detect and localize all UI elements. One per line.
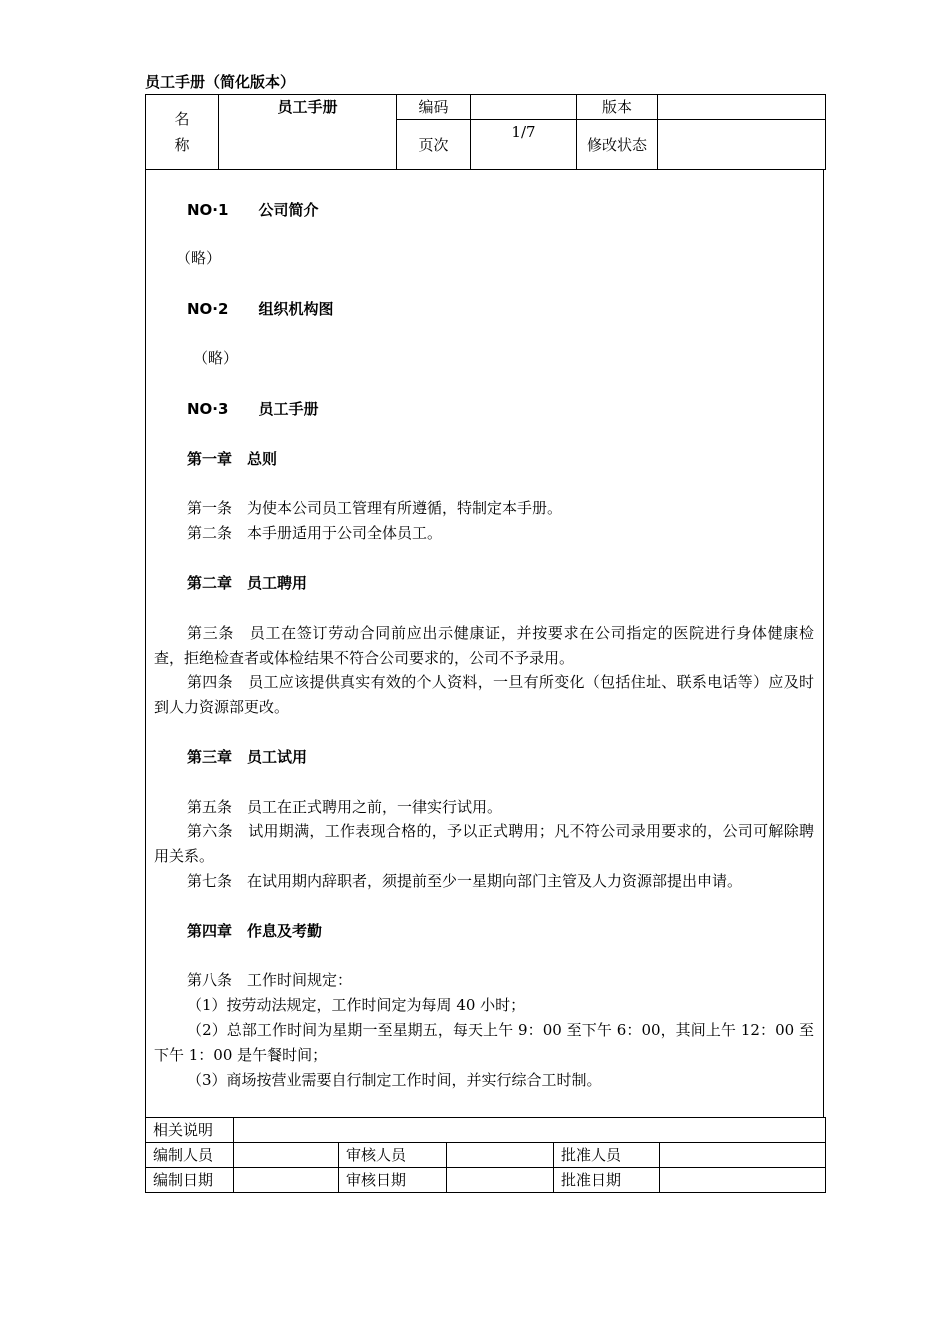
article-8-item-3: （3）商场按营业需要自行制定工作时间，并实行综合工时制。	[187, 1071, 602, 1089]
header-table	[145, 94, 826, 170]
section-handbook: NO·3 员工手册	[187, 400, 319, 418]
notes-value	[234, 1118, 826, 1143]
article-3: 第三条 员工在签订劳动合同前应出示健康证，并按要求在公司指定的医院进行身体健康检查，拒绝检查者或体检结果不符合公司要求的，公司不予录用。	[154, 624, 814, 667]
approved-date-value	[660, 1168, 826, 1193]
page-label: 页次	[397, 120, 471, 170]
section-company-intro: NO·1 公司简介	[187, 201, 319, 219]
article-5: 第五条 员工在正式聘用之前，一律实行试用。	[187, 798, 503, 816]
code-value	[471, 95, 577, 120]
chapter-2-heading: 第二章 员工聘用	[187, 574, 308, 592]
article-4: 第四条 员工应该提供真实有效的个人资料，一旦有所变化（包括住址、联系电话等）应及时到人力资源部更改。	[154, 673, 814, 716]
document-title: 员工手册（简化版本）	[145, 73, 296, 91]
section-org-chart-body: （略）	[193, 349, 239, 367]
version-label: 版本	[577, 95, 658, 120]
code-label: 编码	[397, 95, 471, 120]
prepared-date-value	[234, 1168, 339, 1193]
reviewed-date-label: 审核日期	[339, 1168, 447, 1193]
revision-label: 修改状态	[577, 120, 658, 170]
approved-by-label: 批准人员	[554, 1143, 660, 1168]
article-8: 第八条 工作时间规定：	[187, 971, 353, 989]
chapter-1-heading: 第一章 总则	[187, 450, 278, 468]
section-org-chart: NO·2 组织机构图	[187, 300, 334, 318]
reviewed-by-label: 审核人员	[339, 1143, 447, 1168]
approved-date-label: 批准日期	[554, 1168, 660, 1193]
footer-table	[145, 1117, 826, 1193]
reviewed-by-value	[447, 1143, 554, 1168]
article-8-item-2: （2）总部工作时间为星期一至星期五，每天上午 9：00 至下午 6：00，其间上午 12：00 至下午 1：00 是午餐时间；	[154, 1021, 814, 1064]
article-6: 第六条 试用期满，工作表现合格的，予以正式聘用；凡不符公司录用要求的，公司可解除聘用关系。	[154, 822, 814, 865]
revision-value	[658, 120, 826, 170]
section-company-intro-body: （略）	[176, 249, 222, 267]
article-7: 第七条 在试用期内辞职者，须提前至少一星期向部门主管及人力资源部提出申请。	[187, 872, 743, 890]
prepared-by-value	[234, 1143, 339, 1168]
name-label: 名 称	[146, 95, 219, 170]
article-2: 第二条 本手册适用于公司全体员工。	[187, 524, 443, 542]
article-8-item-1: （1）按劳动法规定，工作时间定为每周 40 小时；	[187, 996, 526, 1014]
name-value: 员工手册	[219, 95, 397, 170]
chapter-4-heading: 第四章 作息及考勤	[187, 922, 323, 940]
approved-by-value	[660, 1143, 826, 1168]
reviewed-date-value	[447, 1168, 554, 1193]
notes-label: 相关说明	[146, 1118, 234, 1143]
chapter-3-heading: 第三章 员工试用	[187, 748, 308, 766]
article-1: 第一条 为使本公司员工管理有所遵循，特制定本手册。	[187, 499, 563, 517]
prepared-date-label: 编制日期	[146, 1168, 234, 1193]
page-value: 1/7	[471, 120, 577, 170]
version-value	[658, 95, 826, 120]
prepared-by-label: 编制人员	[146, 1143, 234, 1168]
